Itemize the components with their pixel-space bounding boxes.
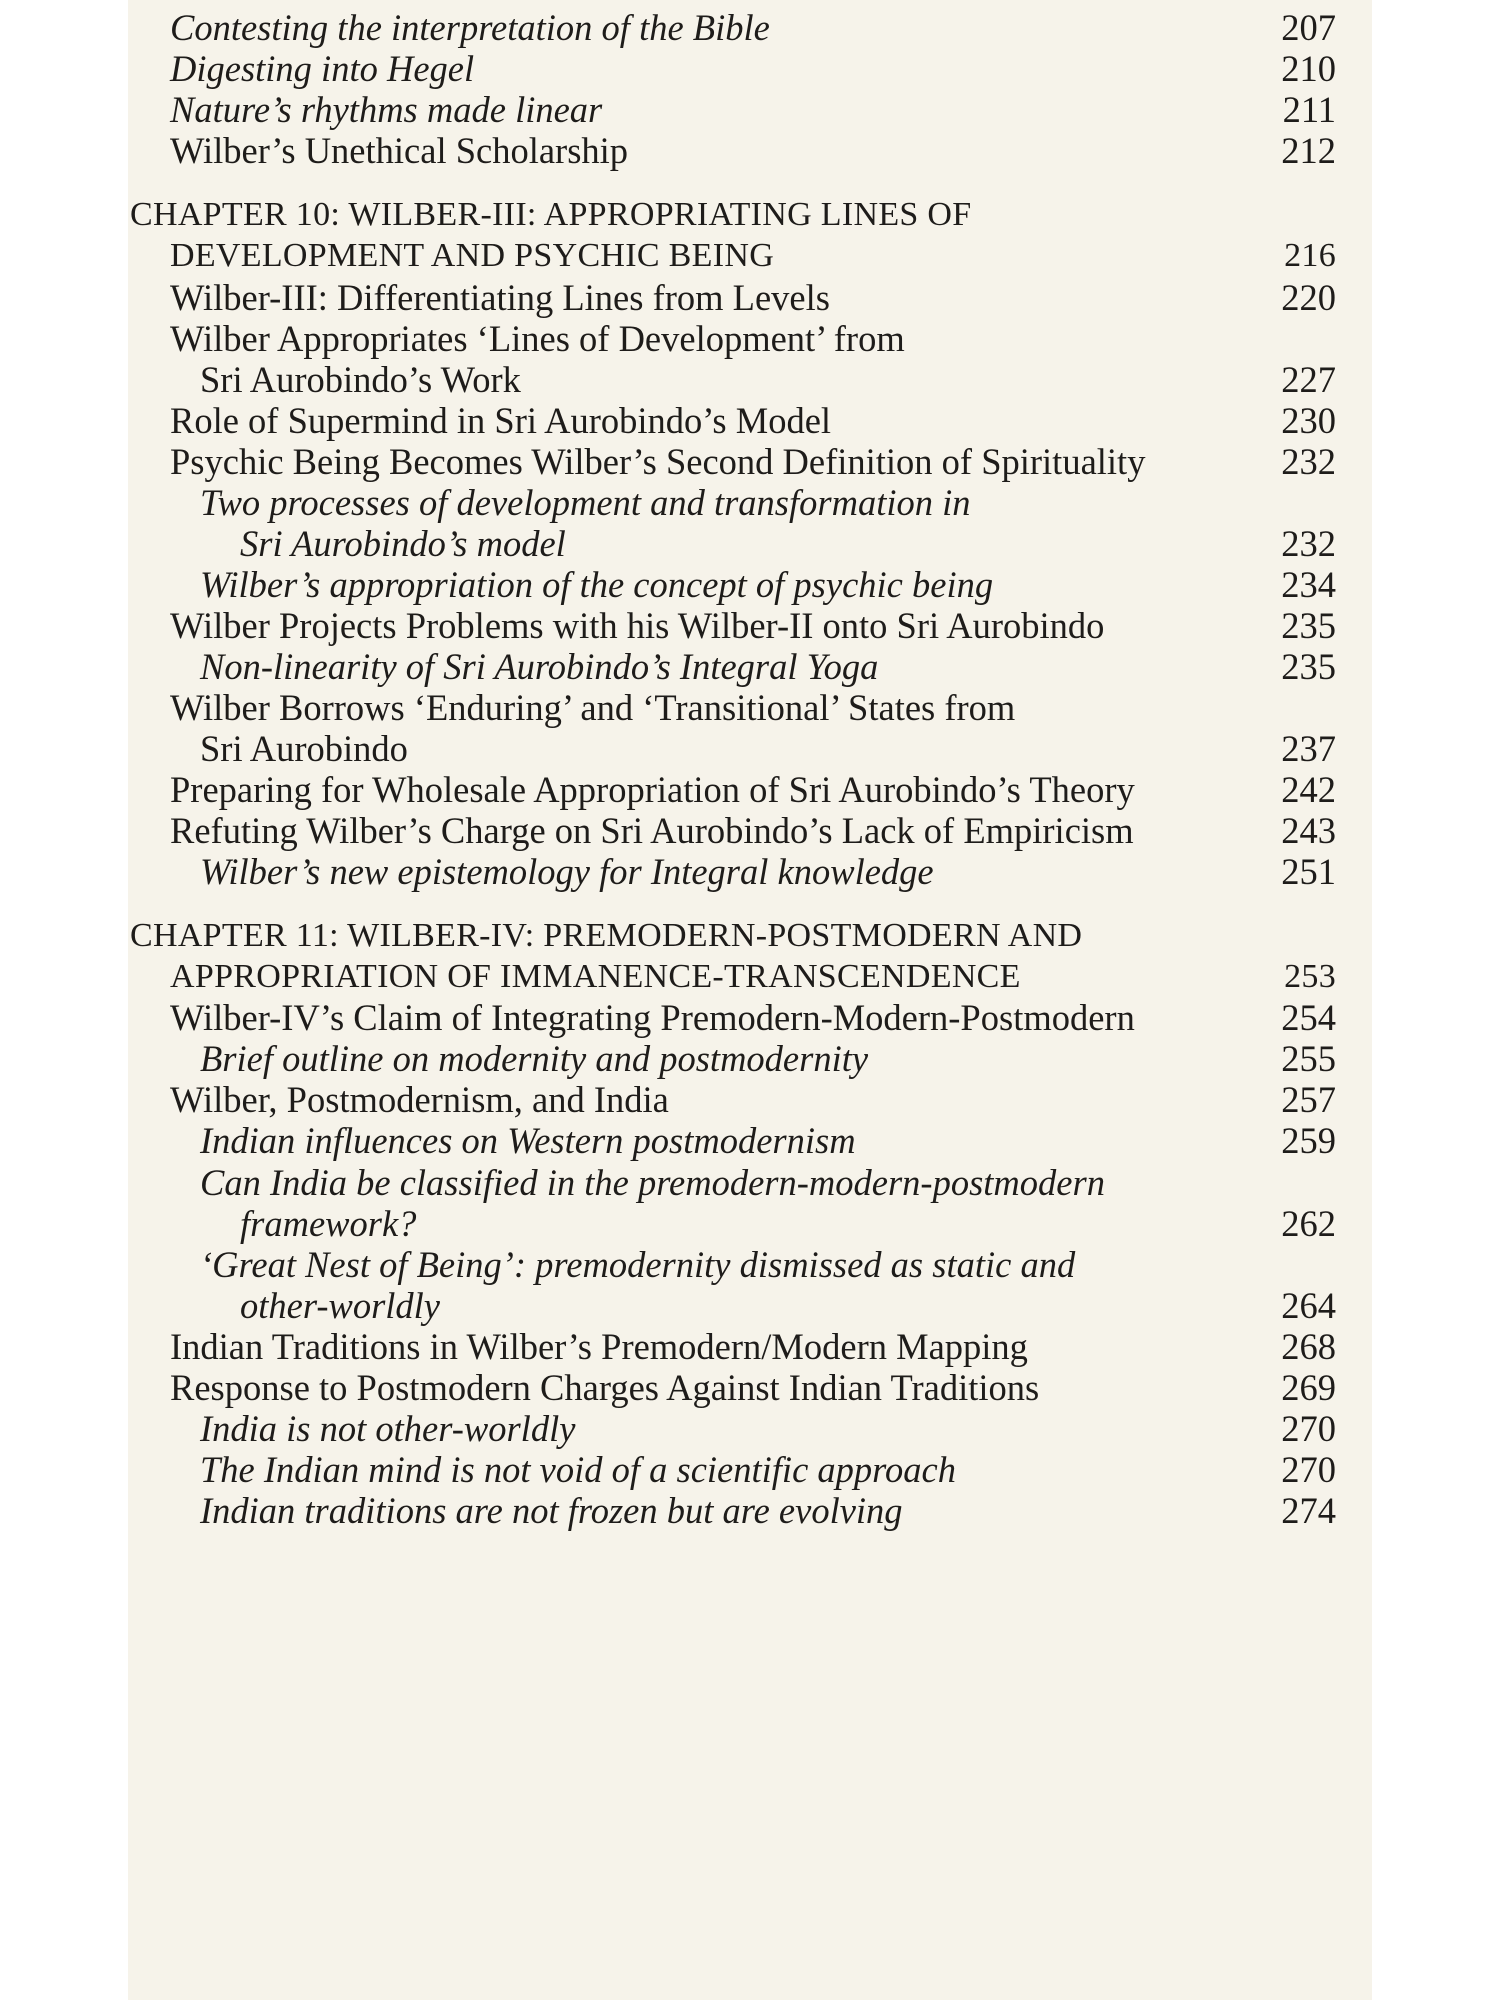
page-number: 232 bbox=[1281, 441, 1336, 482]
entry-title: Indian traditions are not frozen but are evolving bbox=[200, 1490, 903, 1531]
entry-title: Brief outline on modernity and postmodernity bbox=[200, 1038, 869, 1079]
entry-title: CHAPTER 10: WILBER-III: APPROPRIATING LINES OF bbox=[130, 196, 972, 233]
entry-title: Wilber-IV’s Claim of Integrating Premodern-Modern-Postmodern bbox=[170, 997, 1135, 1038]
page-number: 211 bbox=[1282, 89, 1336, 130]
page-number: 216 bbox=[1284, 237, 1336, 274]
page-number: 264 bbox=[1281, 1285, 1336, 1326]
entry-title: Wilber Projects Problems with his Wilber-II onto Sri Aurobindo bbox=[170, 605, 1105, 646]
entry-title: APPROPRIATION OF IMMANENCE-TRANSCENDENCE bbox=[170, 958, 1021, 995]
entry-title: Wilber, Postmodernism, and India bbox=[170, 1079, 669, 1120]
page-number: 235 bbox=[1281, 646, 1336, 687]
page-number: 227 bbox=[1281, 359, 1336, 400]
entry-title: Preparing for Wholesale Appropriation of Sri Aurobindo’s Theory bbox=[170, 769, 1135, 810]
page-number: 230 bbox=[1281, 400, 1336, 441]
page-number: 253 bbox=[1284, 958, 1336, 995]
entry-title: Wilber Borrows ‘Enduring’ and ‘Transitional’ States from bbox=[170, 687, 1016, 728]
page-number: 257 bbox=[1281, 1079, 1336, 1120]
entry-title: India is not other-worldly bbox=[200, 1408, 576, 1449]
table-of-contents bbox=[128, 0, 1372, 2000]
page-number: 268 bbox=[1281, 1326, 1336, 1367]
page-number: 212 bbox=[1281, 130, 1336, 171]
page-number: 235 bbox=[1281, 605, 1336, 646]
entry-title: other-worldly bbox=[240, 1285, 441, 1326]
entry-title: DEVELOPMENT AND PSYCHIC BEING bbox=[170, 237, 775, 274]
page-number: 243 bbox=[1281, 810, 1336, 851]
toc-entry bbox=[128, 125, 1372, 177]
entry-title: CHAPTER 11: WILBER-IV: PREMODERN-POSTMODERN AND bbox=[130, 917, 1083, 954]
page-number: 270 bbox=[1281, 1408, 1336, 1449]
toc-entry bbox=[128, 1485, 1372, 1537]
page-number: 270 bbox=[1281, 1449, 1336, 1490]
entry-title: Wilber’s appropriation of the concept of psychic being bbox=[200, 564, 994, 605]
entry-title: Wilber’s new epistemology for Integral knowledge bbox=[200, 851, 934, 892]
entry-title: Response to Postmodern Charges Against Indian Traditions bbox=[170, 1367, 1040, 1408]
page-number: 262 bbox=[1281, 1203, 1336, 1244]
entry-title: Can India be classified in the premodern-modern-postmodern bbox=[200, 1162, 1105, 1203]
entry-title: Digesting into Hegel bbox=[170, 48, 475, 89]
book-page bbox=[128, 0, 1372, 2000]
page-number: 207 bbox=[1281, 7, 1336, 48]
page-number: 220 bbox=[1281, 277, 1336, 318]
page-number: 234 bbox=[1281, 564, 1336, 605]
page-number: 259 bbox=[1281, 1120, 1336, 1161]
entry-title: Sri Aurobindo bbox=[200, 728, 408, 769]
entry-title: Wilber Appropriates ‘Lines of Development’ from bbox=[170, 318, 905, 359]
page-number: 269 bbox=[1281, 1367, 1336, 1408]
entry-title: Indian Traditions in Wilber’s Premodern/Modern Mapping bbox=[170, 1326, 1028, 1367]
toc-entry bbox=[128, 846, 1372, 898]
entry-title: ‘Great Nest of Being’: premodernity dismissed as static and bbox=[200, 1244, 1076, 1285]
entry-title: Wilber-III: Differentiating Lines from Levels bbox=[170, 277, 830, 318]
entry-title: The Indian mind is not void of a scientific approach bbox=[200, 1449, 956, 1490]
page-number: 232 bbox=[1281, 523, 1336, 564]
entry-title: Role of Supermind in Sri Aurobindo’s Model bbox=[170, 400, 832, 441]
page-number: 274 bbox=[1281, 1490, 1336, 1531]
page-number: 251 bbox=[1281, 851, 1336, 892]
page-number: 254 bbox=[1281, 997, 1336, 1038]
entry-title: Indian influences on Western postmodernism bbox=[200, 1120, 856, 1161]
entry-title: Non-linearity of Sri Aurobindo’s Integral Yoga bbox=[200, 646, 879, 687]
entry-title: Nature’s rhythms made linear bbox=[170, 89, 603, 130]
page-number: 237 bbox=[1281, 728, 1336, 769]
entry-title: Sri Aurobindo’s Work bbox=[200, 359, 521, 400]
entry-title: Psychic Being Becomes Wilber’s Second Definition of Spirituality bbox=[170, 441, 1146, 482]
entry-title: framework? bbox=[240, 1203, 417, 1244]
entry-title: Contesting the interpretation of the Bible bbox=[170, 7, 770, 48]
entry-title: Sri Aurobindo’s model bbox=[240, 523, 566, 564]
entry-title: Wilber’s Unethical Scholarship bbox=[170, 130, 629, 171]
page-number: 210 bbox=[1281, 48, 1336, 89]
page-number: 255 bbox=[1281, 1038, 1336, 1079]
entry-title: Refuting Wilber’s Charge on Sri Aurobindo’s Lack of Empiricism bbox=[170, 810, 1134, 851]
page-number: 242 bbox=[1281, 769, 1336, 810]
entry-title: Two processes of development and transformation in bbox=[200, 482, 971, 523]
